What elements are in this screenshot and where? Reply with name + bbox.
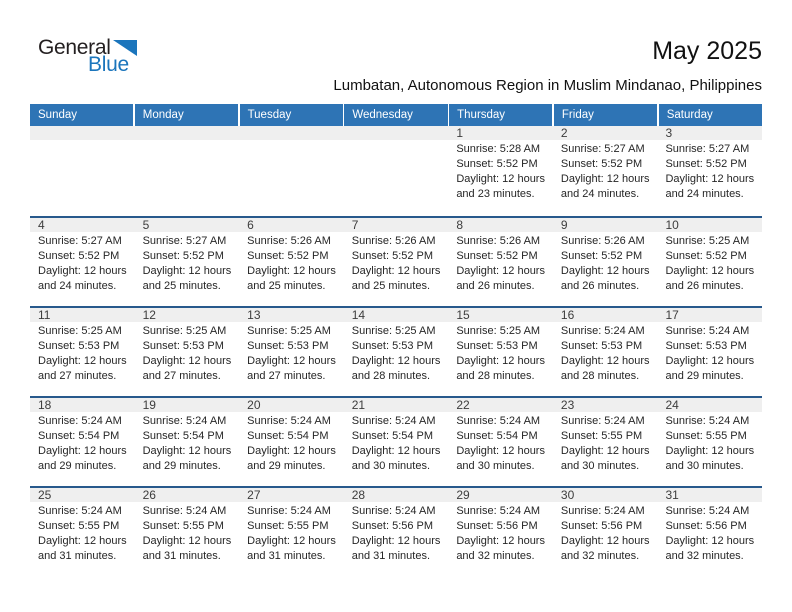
weekday-header-row — [30, 104, 762, 126]
sunset-text: Sunset: 5:52 PM — [351, 250, 434, 262]
sunrise-text: Sunrise: 5:27 AM — [665, 143, 750, 155]
day-number: 22 — [456, 398, 470, 412]
daylight-line1-text: Daylight: 12 hours — [38, 355, 127, 367]
day-cell — [344, 412, 449, 474]
day-number-band — [30, 398, 762, 412]
daylight-line2-text: and 29 minutes. — [142, 460, 221, 472]
daylight-line1-text: Daylight: 12 hours — [38, 535, 127, 547]
day-number: 31 — [665, 488, 679, 502]
sunset-text: Sunset: 5:52 PM — [142, 250, 224, 262]
day-number-empty — [239, 126, 344, 140]
sunset-text: Sunset: 5:53 PM — [456, 340, 538, 352]
daylight-line2-text: and 27 minutes. — [38, 370, 117, 382]
day-cell — [657, 412, 762, 474]
day-cell — [135, 502, 240, 564]
calendar-grid — [30, 126, 762, 576]
day-number: 29 — [456, 488, 470, 502]
day-cell — [30, 232, 135, 294]
sunset-text: Sunset: 5:53 PM — [560, 340, 643, 352]
sunset-text: Sunset: 5:56 PM — [351, 520, 434, 532]
day-cell — [239, 232, 344, 294]
daylight-line1-text: Daylight: 12 hours — [665, 265, 755, 277]
weekday-header-monday: Monday — [135, 104, 238, 126]
daylight-line1-text: Daylight: 12 hours — [142, 445, 232, 457]
page-subtitle: Lumbatan, Autonomous Region in Muslim Mindanao, Philippines — [333, 77, 762, 94]
daylight-line1-text: Daylight: 12 hours — [351, 265, 441, 277]
day-number: 16 — [560, 308, 575, 322]
daylight-line1-text: Daylight: 12 hours — [247, 265, 336, 277]
daylight-line2-text: and 28 minutes. — [456, 370, 535, 382]
day-cell-empty — [239, 140, 344, 202]
daylight-line2-text: and 27 minutes. — [247, 370, 326, 382]
sunrise-text: Sunrise: 5:26 AM — [247, 235, 331, 247]
sunset-text: Sunset: 5:52 PM — [38, 250, 120, 262]
sunrise-text: Sunrise: 5:24 AM — [351, 505, 436, 517]
sunrise-text: Sunrise: 5:24 AM — [247, 505, 331, 517]
day-cell — [135, 412, 240, 474]
weekday-header-tuesday: Tuesday — [240, 104, 343, 126]
day-cell — [239, 322, 344, 384]
day-cell-empty — [30, 140, 135, 202]
calendar — [30, 104, 762, 576]
day-cell — [553, 502, 658, 564]
daylight-line2-text: and 29 minutes. — [38, 460, 117, 472]
day-cell — [448, 140, 553, 202]
day-number-empty — [135, 126, 240, 140]
sunset-text: Sunset: 5:53 PM — [665, 340, 747, 352]
day-cell — [135, 232, 240, 294]
daylight-line2-text: and 31 minutes. — [247, 550, 326, 562]
daylight-line1-text: Daylight: 12 hours — [247, 535, 336, 547]
sunset-text: Sunset: 5:54 PM — [142, 430, 224, 442]
day-cell — [657, 140, 762, 202]
sunrise-text: Sunrise: 5:26 AM — [456, 235, 541, 247]
sunset-text: Sunset: 5:52 PM — [560, 158, 643, 170]
daylight-line1-text: Daylight: 12 hours — [665, 173, 755, 185]
sunrise-text: Sunrise: 5:27 AM — [142, 235, 227, 247]
sunrise-text: Sunrise: 5:24 AM — [560, 505, 645, 517]
general-blue-logo — [38, 38, 137, 75]
day-number-empty — [344, 126, 449, 140]
daylight-line2-text: and 26 minutes. — [560, 280, 640, 292]
daylight-line1-text: Daylight: 12 hours — [665, 535, 755, 547]
daylight-line2-text: and 25 minutes. — [142, 280, 221, 292]
sunset-text: Sunset: 5:54 PM — [38, 430, 120, 442]
day-number: 12 — [142, 308, 156, 322]
week-row — [30, 306, 762, 396]
sunset-text: Sunset: 5:52 PM — [247, 250, 329, 262]
daylight-line1-text: Daylight: 12 hours — [38, 265, 127, 277]
day-number: 13 — [247, 308, 261, 322]
sunrise-text: Sunrise: 5:24 AM — [665, 325, 750, 337]
daylight-line2-text: and 31 minutes. — [38, 550, 117, 562]
sunrise-text: Sunrise: 5:24 AM — [38, 505, 122, 517]
sunset-text: Sunset: 5:53 PM — [142, 340, 224, 352]
day-cell — [30, 502, 135, 564]
daylight-line2-text: and 26 minutes. — [456, 280, 535, 292]
day-number: 26 — [142, 488, 156, 502]
day-number: 4 — [38, 218, 45, 232]
sunrise-text: Sunrise: 5:24 AM — [142, 415, 227, 427]
day-number: 17 — [665, 308, 679, 322]
daylight-line1-text: Daylight: 12 hours — [351, 445, 441, 457]
daylight-line2-text: and 30 minutes. — [456, 460, 535, 472]
sunset-text: Sunset: 5:52 PM — [456, 250, 538, 262]
week-content-row — [30, 232, 762, 294]
daylight-line2-text: and 24 minutes. — [38, 280, 117, 292]
daylight-line1-text: Daylight: 12 hours — [456, 535, 545, 547]
day-cell — [30, 322, 135, 384]
week-content-row — [30, 140, 762, 202]
day-number: 30 — [560, 488, 575, 502]
day-cell — [448, 502, 553, 564]
day-cell — [135, 322, 240, 384]
weekday-header-thursday: Thursday — [449, 104, 552, 126]
day-number: 15 — [456, 308, 470, 322]
page-title: May 2025 — [652, 37, 762, 65]
daylight-line1-text: Daylight: 12 hours — [560, 265, 650, 277]
sunrise-text: Sunrise: 5:24 AM — [142, 505, 227, 517]
sunrise-text: Sunrise: 5:27 AM — [38, 235, 122, 247]
day-cell — [239, 412, 344, 474]
weekday-header-saturday: Saturday — [659, 104, 762, 126]
sunset-text: Sunset: 5:54 PM — [247, 430, 329, 442]
day-number: 14 — [351, 308, 366, 322]
day-number-band — [30, 308, 762, 322]
day-cell — [448, 322, 553, 384]
daylight-line1-text: Daylight: 12 hours — [560, 355, 650, 367]
day-number-band — [30, 218, 762, 232]
daylight-line1-text: Daylight: 12 hours — [665, 355, 755, 367]
daylight-line1-text: Daylight: 12 hours — [560, 173, 650, 185]
weekday-header-sunday: Sunday — [30, 104, 133, 126]
day-number: 23 — [560, 398, 575, 412]
day-number-band — [30, 126, 762, 140]
logo-text-blue: Blue — [88, 53, 129, 76]
daylight-line1-text: Daylight: 12 hours — [560, 445, 650, 457]
sunrise-text: Sunrise: 5:24 AM — [351, 415, 436, 427]
day-number: 18 — [38, 398, 52, 412]
sunrise-text: Sunrise: 5:27 AM — [560, 143, 645, 155]
sunrise-text: Sunrise: 5:26 AM — [560, 235, 645, 247]
daylight-line1-text: Daylight: 12 hours — [247, 355, 336, 367]
day-number: 21 — [351, 398, 366, 412]
day-number: 1 — [456, 126, 463, 140]
day-number: 5 — [142, 218, 150, 232]
day-cell — [344, 322, 449, 384]
sunset-text: Sunset: 5:54 PM — [456, 430, 538, 442]
sunset-text: Sunset: 5:56 PM — [560, 520, 643, 532]
daylight-line1-text: Daylight: 12 hours — [247, 445, 336, 457]
day-cell — [553, 322, 658, 384]
daylight-line1-text: Daylight: 12 hours — [142, 355, 232, 367]
daylight-line1-text: Daylight: 12 hours — [456, 173, 545, 185]
daylight-line1-text: Daylight: 12 hours — [456, 355, 545, 367]
day-number: 20 — [247, 398, 261, 412]
daylight-line2-text: and 31 minutes. — [142, 550, 221, 562]
daylight-line2-text: and 24 minutes. — [560, 188, 640, 200]
sunset-text: Sunset: 5:56 PM — [456, 520, 538, 532]
day-cell — [553, 140, 658, 202]
title-block — [333, 36, 762, 94]
day-number: 8 — [456, 218, 463, 232]
sunrise-text: Sunrise: 5:24 AM — [560, 325, 645, 337]
sunset-text: Sunset: 5:55 PM — [142, 520, 224, 532]
daylight-line1-text: Daylight: 12 hours — [560, 535, 650, 547]
sunset-text: Sunset: 5:55 PM — [38, 520, 120, 532]
sunrise-text: Sunrise: 5:24 AM — [38, 415, 122, 427]
daylight-line2-text: and 32 minutes. — [665, 550, 744, 562]
day-number: 3 — [665, 126, 673, 140]
sunrise-text: Sunrise: 5:24 AM — [665, 415, 750, 427]
daylight-line1-text: Daylight: 12 hours — [38, 445, 127, 457]
day-number: 25 — [38, 488, 52, 502]
day-cell — [344, 232, 449, 294]
day-number: 2 — [560, 126, 568, 140]
sunset-text: Sunset: 5:53 PM — [247, 340, 329, 352]
daylight-line2-text: and 23 minutes. — [456, 188, 535, 200]
sunrise-text: Sunrise: 5:24 AM — [665, 505, 750, 517]
sunrise-text: Sunrise: 5:25 AM — [351, 325, 436, 337]
day-number: 7 — [351, 218, 359, 232]
sunrise-text: Sunrise: 5:26 AM — [351, 235, 436, 247]
day-number: 6 — [247, 218, 254, 232]
logo-text-general: General — [38, 36, 111, 59]
day-number: 19 — [142, 398, 156, 412]
daylight-line2-text: and 30 minutes. — [351, 460, 431, 472]
daylight-line2-text: and 25 minutes. — [351, 280, 431, 292]
day-cell — [657, 322, 762, 384]
sunrise-text: Sunrise: 5:25 AM — [38, 325, 122, 337]
daylight-line2-text: and 31 minutes. — [351, 550, 431, 562]
week-content-row — [30, 322, 762, 384]
day-cell — [657, 232, 762, 294]
daylight-line1-text: Daylight: 12 hours — [351, 355, 441, 367]
sunset-text: Sunset: 5:56 PM — [665, 520, 747, 532]
week-row — [30, 216, 762, 306]
day-cell-empty — [135, 140, 240, 202]
sunrise-text: Sunrise: 5:25 AM — [142, 325, 227, 337]
sunrise-text: Sunrise: 5:24 AM — [456, 505, 541, 517]
sunset-text: Sunset: 5:53 PM — [351, 340, 434, 352]
daylight-line2-text: and 30 minutes. — [560, 460, 640, 472]
day-cell — [553, 232, 658, 294]
daylight-line1-text: Daylight: 12 hours — [456, 445, 545, 457]
day-number: 24 — [665, 398, 679, 412]
daylight-line2-text: and 26 minutes. — [665, 280, 744, 292]
sunset-text: Sunset: 5:52 PM — [560, 250, 643, 262]
day-number: 11 — [38, 308, 51, 322]
sunrise-text: Sunrise: 5:25 AM — [247, 325, 331, 337]
daylight-line1-text: Daylight: 12 hours — [665, 445, 755, 457]
sunset-text: Sunset: 5:55 PM — [665, 430, 747, 442]
day-cell — [553, 412, 658, 474]
day-number-empty — [30, 126, 135, 140]
sunrise-text: Sunrise: 5:25 AM — [665, 235, 750, 247]
day-number: 9 — [560, 218, 568, 232]
daylight-line2-text: and 28 minutes. — [351, 370, 431, 382]
day-cell — [344, 502, 449, 564]
daylight-line2-text: and 29 minutes. — [665, 370, 744, 382]
day-cell-empty — [344, 140, 449, 202]
daylight-line2-text: and 24 minutes. — [665, 188, 744, 200]
week-row — [30, 126, 762, 216]
daylight-line1-text: Daylight: 12 hours — [142, 535, 232, 547]
daylight-line1-text: Daylight: 12 hours — [142, 265, 232, 277]
day-cell — [657, 502, 762, 564]
weekday-header-friday: Friday — [554, 104, 657, 126]
day-number: 27 — [247, 488, 261, 502]
sunset-text: Sunset: 5:52 PM — [456, 158, 538, 170]
sunset-text: Sunset: 5:52 PM — [665, 158, 747, 170]
daylight-line2-text: and 29 minutes. — [247, 460, 326, 472]
sunset-text: Sunset: 5:53 PM — [38, 340, 120, 352]
day-number: 28 — [351, 488, 366, 502]
day-cell — [30, 412, 135, 474]
day-cell — [448, 232, 553, 294]
sunset-text: Sunset: 5:55 PM — [247, 520, 329, 532]
week-content-row — [30, 502, 762, 564]
sunrise-text: Sunrise: 5:28 AM — [456, 143, 541, 155]
sunset-text: Sunset: 5:55 PM — [560, 430, 643, 442]
day-number: 10 — [665, 218, 679, 232]
daylight-line2-text: and 28 minutes. — [560, 370, 640, 382]
sunrise-text: Sunrise: 5:25 AM — [456, 325, 541, 337]
daylight-line2-text: and 32 minutes. — [456, 550, 535, 562]
day-cell — [448, 412, 553, 474]
sunrise-text: Sunrise: 5:24 AM — [456, 415, 541, 427]
sunset-text: Sunset: 5:52 PM — [665, 250, 747, 262]
daylight-line1-text: Daylight: 12 hours — [351, 535, 441, 547]
day-cell — [239, 502, 344, 564]
weekday-header-wednesday: Wednesday — [344, 104, 447, 126]
sunrise-text: Sunrise: 5:24 AM — [560, 415, 645, 427]
daylight-line2-text: and 32 minutes. — [560, 550, 640, 562]
week-row — [30, 486, 762, 576]
sunrise-text: Sunrise: 5:24 AM — [247, 415, 331, 427]
daylight-line2-text: and 30 minutes. — [665, 460, 744, 472]
week-row — [30, 396, 762, 486]
daylight-line2-text: and 27 minutes. — [142, 370, 221, 382]
sunset-text: Sunset: 5:54 PM — [351, 430, 434, 442]
daylight-line2-text: and 25 minutes. — [247, 280, 326, 292]
daylight-line1-text: Daylight: 12 hours — [456, 265, 545, 277]
week-content-row — [30, 412, 762, 474]
day-number-band — [30, 488, 762, 502]
